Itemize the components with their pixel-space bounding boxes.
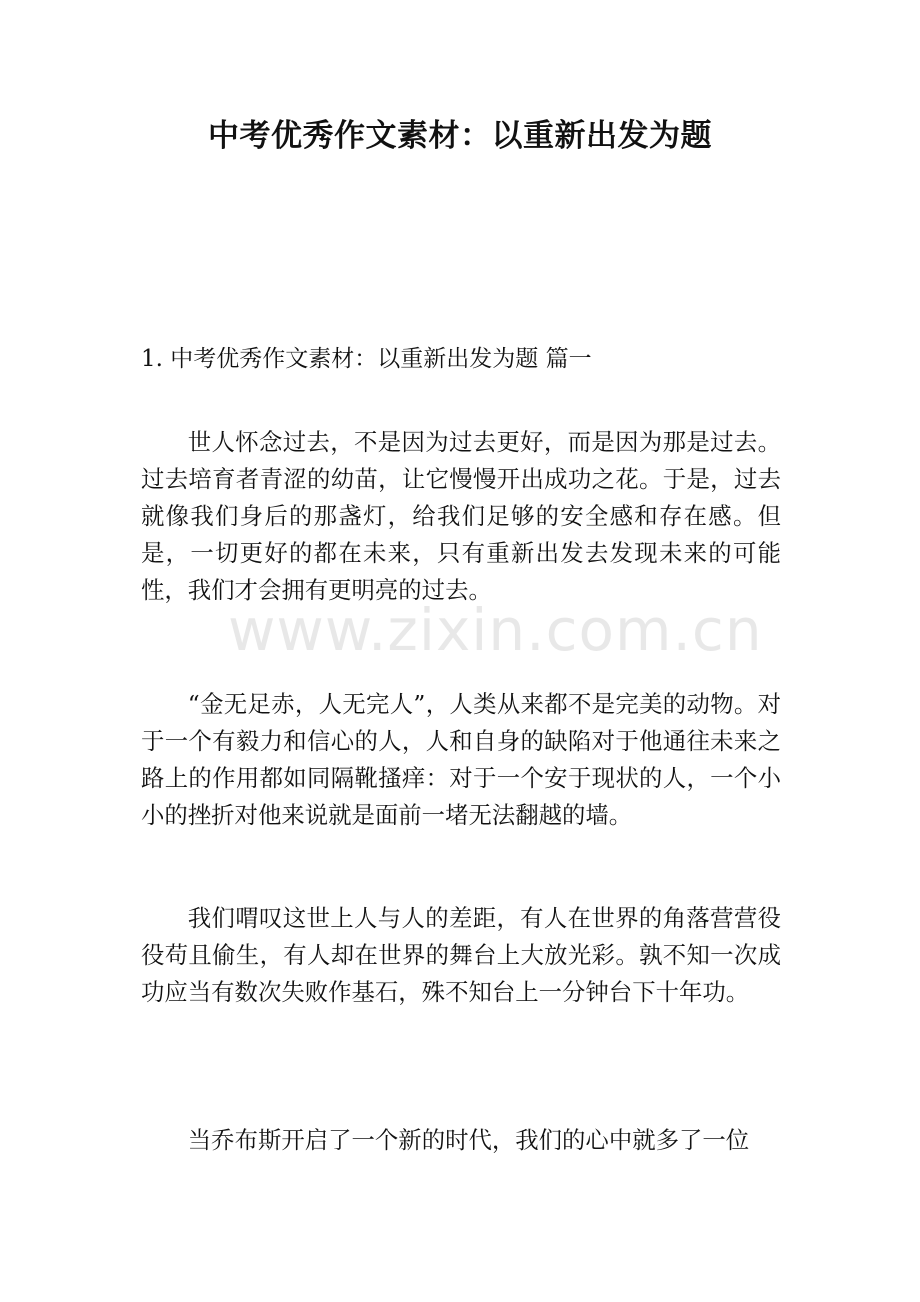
watermark: www.zixin.com.cn xyxy=(228,596,763,664)
paragraph-4: 当乔布斯开启了一个新的时代，我们的心中就多了一位 xyxy=(187,1126,750,1154)
paragraph-2: “金无足赤，人无完人”，人类从来都不是完美的动物。对于一个有毅力和信心的人，人和自身的缺陷对于他通往未来之路上的作用都如同隔靴搔痒：对于一个安于现状的人，一个小小的挫折对他来说就是面前一堵无法翻越的墙。 xyxy=(141,690,781,829)
document-title: 中考优秀作文素材：以重新出发为题 xyxy=(208,118,712,154)
paragraph-3: 我们喟叹这世上人与人的差距，有人在世界的角落营营役役苟且偷生，有人却在世界的舞台上大放光彩。孰不知一次成功应当有数次失败作基石，殊不知台上一分钟台下十年功。 xyxy=(141,904,781,1006)
section-heading: 1. 中考优秀作文素材：以重新出发为题 篇一 xyxy=(141,346,592,372)
paragraph-1: 世人怀念过去，不是因为过去更好，而是因为那是过去。过去培育者青涩的幼苗，让它慢慢开出成功之花。于是，过去就像我们身后的那盏灯，给我们足够的安全感和存在感。但是，一切更好的都在未来，只有重新出发去发现未来的可能性，我们才会拥有更明亮的过去。 xyxy=(141,428,781,604)
